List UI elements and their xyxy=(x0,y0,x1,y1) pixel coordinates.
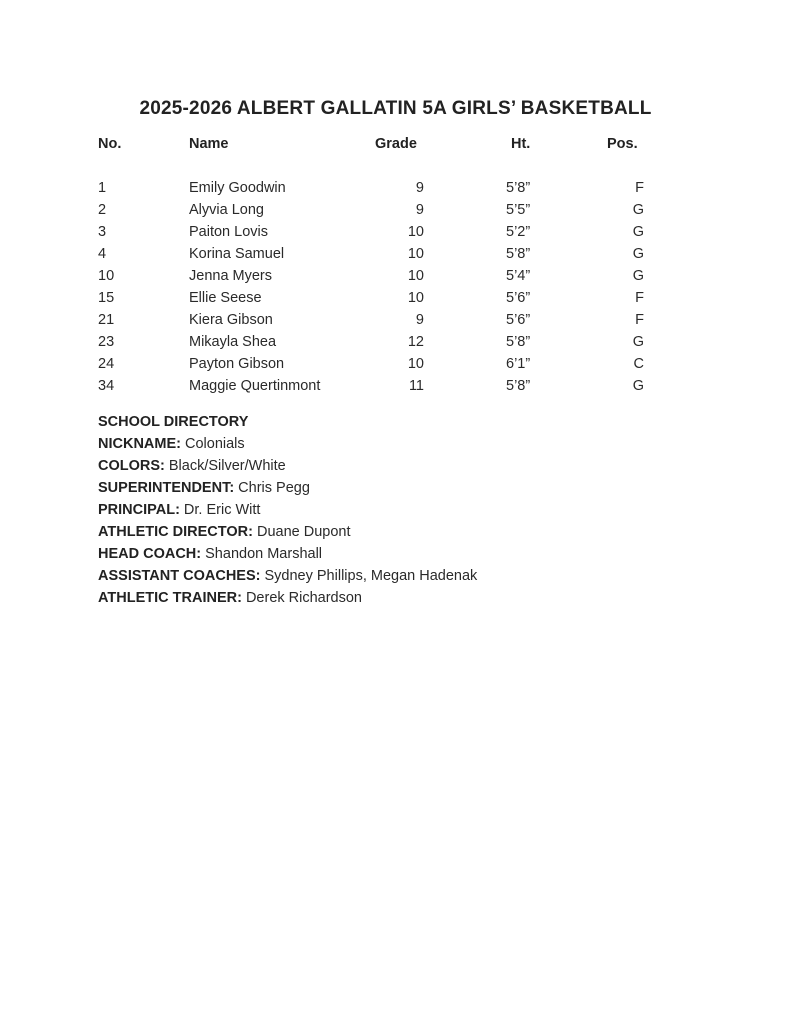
table-row xyxy=(98,378,658,400)
player-position: C xyxy=(633,356,644,372)
directory-label: ASSISTANT COACHES: xyxy=(98,568,261,584)
directory-label: HEAD COACH: xyxy=(98,546,202,562)
header-grade: Grade xyxy=(375,136,417,152)
directory-entry-principal xyxy=(98,502,698,524)
player-number: 1 xyxy=(98,180,107,196)
header-height: Ht. xyxy=(511,136,531,152)
player-number: 3 xyxy=(98,224,107,240)
directory-value: Sydney Phillips, Megan Hadenak xyxy=(260,568,478,584)
table-row xyxy=(98,246,658,268)
table-row xyxy=(98,290,658,312)
player-number: 24 xyxy=(98,356,115,372)
table-row xyxy=(98,312,658,334)
directory-entry-nickname xyxy=(98,436,698,458)
player-name: Payton Gibson xyxy=(189,356,285,372)
player-height: 5’6” xyxy=(506,312,531,328)
table-row xyxy=(98,180,658,202)
player-name: Mikayla Shea xyxy=(189,334,277,350)
player-number: 2 xyxy=(98,202,107,218)
directory-value: Derek Richardson xyxy=(241,590,362,606)
header-position: Pos. xyxy=(607,136,638,152)
player-grade: 10 xyxy=(407,268,424,284)
player-grade: 12 xyxy=(407,334,424,350)
directory-label: PRINCIPAL: xyxy=(98,502,180,518)
directory-label: SUPERINTENDENT: xyxy=(98,480,235,496)
directory-entry-superintendent xyxy=(98,480,698,502)
player-height: 5’8” xyxy=(506,334,531,350)
roster-table xyxy=(98,136,658,400)
player-number: 34 xyxy=(98,378,115,394)
document-title: 2025-2026 ALBERT GALLATIN 5A GIRLS’ BASKETBALL xyxy=(139,98,652,119)
directory-entry-head-coach xyxy=(98,546,698,568)
table-row xyxy=(98,224,658,246)
player-name: Emily Goodwin xyxy=(189,180,286,196)
player-height: 5’6” xyxy=(506,290,531,306)
player-height: 5’2” xyxy=(506,224,531,240)
player-height: 5’5” xyxy=(506,202,531,218)
player-grade: 9 xyxy=(415,202,424,218)
directory-entry-athletic-trainer xyxy=(98,590,698,612)
player-grade: 10 xyxy=(407,290,424,306)
player-position: G xyxy=(632,202,644,218)
player-number: 15 xyxy=(98,290,115,306)
header-no: No. xyxy=(98,136,122,152)
directory-label: ATHLETIC TRAINER: xyxy=(98,590,242,606)
player-number: 23 xyxy=(98,334,115,350)
player-grade: 11 xyxy=(408,378,424,394)
directory-value: Dr. Eric Witt xyxy=(179,502,261,518)
directory-label: COLORS: xyxy=(98,458,165,474)
player-position: G xyxy=(632,246,644,262)
school-directory xyxy=(98,414,698,612)
player-name: Paiton Lovis xyxy=(189,224,268,240)
player-grade: 10 xyxy=(407,356,424,372)
player-position: G xyxy=(632,334,644,350)
player-grade: 9 xyxy=(415,180,424,196)
directory-value: Colonials xyxy=(180,436,245,452)
directory-value: Duane Dupont xyxy=(252,524,351,540)
player-grade: 9 xyxy=(415,312,424,328)
player-position: G xyxy=(632,224,644,240)
header-name: Name xyxy=(189,136,229,152)
player-position: F xyxy=(635,290,644,306)
player-number: 21 xyxy=(98,312,115,328)
player-number: 4 xyxy=(98,246,107,262)
table-row xyxy=(98,334,658,356)
player-height: 5’8” xyxy=(506,378,531,394)
directory-value: Chris Pegg xyxy=(234,480,310,496)
player-height: 5’8” xyxy=(506,246,531,262)
player-height: 6’1” xyxy=(506,356,531,372)
directory-value: Shandon Marshall xyxy=(201,546,323,562)
player-name: Alyvia Long xyxy=(189,202,264,218)
player-name: Maggie Quertinmont xyxy=(189,378,321,394)
player-position: F xyxy=(635,180,644,196)
directory-label: ATHLETIC DIRECTOR: xyxy=(98,524,253,540)
player-position: G xyxy=(632,268,644,284)
directory-entry-colors xyxy=(98,458,698,480)
table-row xyxy=(98,268,658,290)
player-name: Korina Samuel xyxy=(189,246,285,262)
player-position: G xyxy=(632,378,644,394)
directory-entry-assistant-coaches xyxy=(98,568,698,590)
player-number: 10 xyxy=(98,268,115,284)
player-grade: 10 xyxy=(407,224,424,240)
player-name: Jenna Myers xyxy=(189,268,273,284)
directory-label: NICKNAME: xyxy=(98,436,181,452)
player-name: Kiera Gibson xyxy=(189,312,273,328)
player-grade: 10 xyxy=(407,246,424,262)
roster-header-row xyxy=(98,136,658,180)
table-row xyxy=(98,356,658,378)
table-row xyxy=(98,202,658,224)
directory-heading: SCHOOL DIRECTORY xyxy=(98,414,249,430)
player-height: 5’8” xyxy=(506,180,531,196)
player-name: Ellie Seese xyxy=(189,290,262,306)
player-position: F xyxy=(635,312,644,328)
directory-entry-athletic-director xyxy=(98,524,698,546)
directory-value: Black/Silver/White xyxy=(164,458,286,474)
player-height: 5’4” xyxy=(506,268,531,284)
